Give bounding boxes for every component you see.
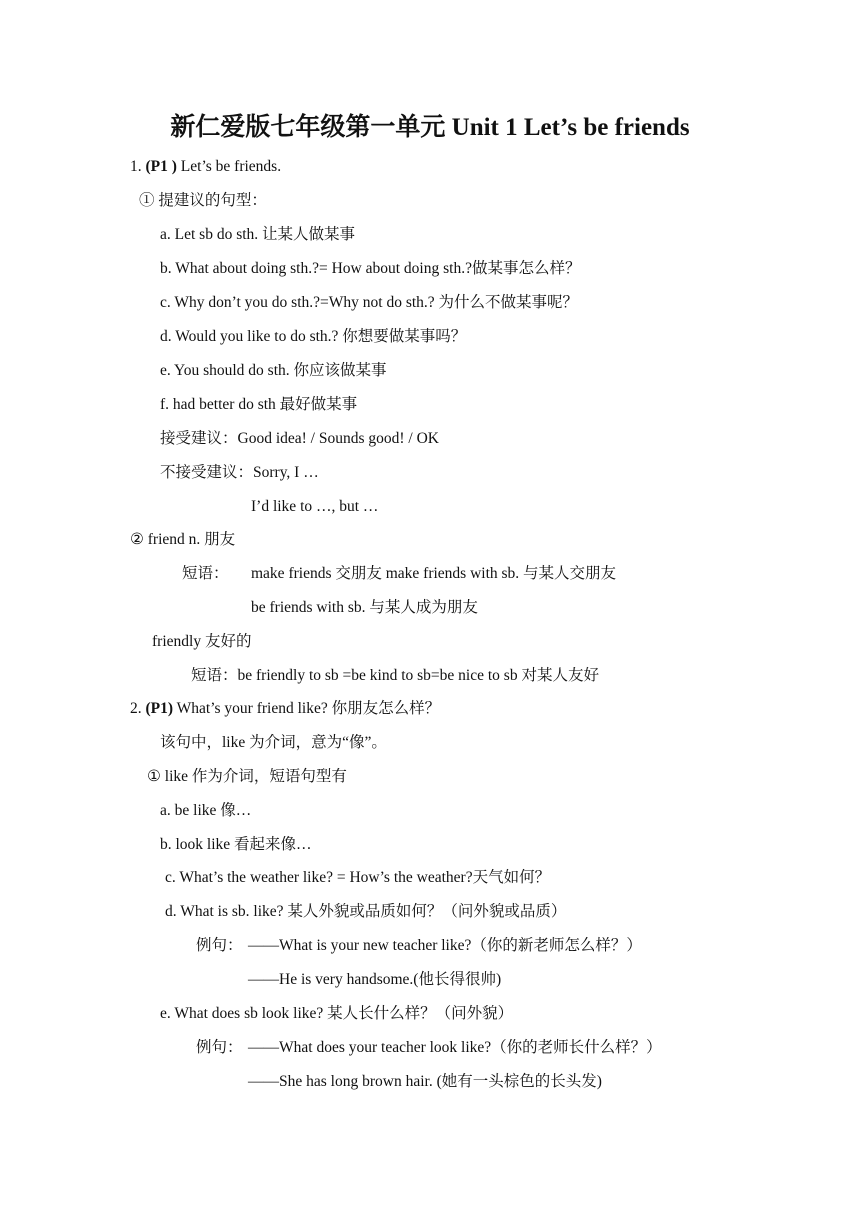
list-item-f: f. had better do sth 最好做某事: [160, 396, 358, 413]
list-item-a: a. Let sb do sth. 让某人做某事: [160, 226, 356, 243]
grammar-note: 该句中，like 为介词，意为“像”。: [160, 734, 387, 751]
phrase-2: be friends with sb. 与某人成为朋友: [251, 599, 478, 616]
example-label: 例句：: [196, 937, 243, 954]
reject-suggestion: 不接受建议：Sorry, I …: [160, 464, 319, 481]
page-ref: (P1 ): [145, 158, 177, 175]
list-item-e: e. What does sb look like? 某人长什么样？（问外貌）: [160, 1005, 514, 1022]
section-2-heading: [130, 699, 440, 719]
friendly-entry: friendly 友好的: [152, 633, 252, 650]
list-item-c: c. Why don’t you do sth.?=Why not do sth.? 为什么不做某事呢？: [160, 294, 579, 311]
list-item-d: d. What is sb. like? 某人外貌或品质如何？（问外貌或品质）: [165, 903, 567, 920]
section-text: What’s your friend like? 你朋友怎么样？: [173, 700, 441, 717]
page-ref: (P1): [145, 700, 174, 717]
example-answer: ——He is very handsome.(他长得很帅): [248, 971, 502, 988]
example-question: ——What is your new teacher like?（你的新老师怎么样？）: [248, 937, 642, 954]
accept-suggestion: 接受建议：Good idea! / Sounds good! / OK: [160, 430, 439, 447]
phrase-1: make friends 交朋友 make friends with sb. 与某人交朋友: [251, 565, 617, 582]
list-item-b: b. look like 看起来像…: [160, 836, 312, 853]
section-number: 2.: [130, 700, 146, 717]
phrase-3: 短语：be friendly to sb =be kind to sb=be nice to sb 对某人友好: [191, 667, 599, 684]
list-item-e: e. You should do sth. 你应该做某事: [160, 362, 387, 379]
list-item-d: d. Would you like to do sth.? 你想要做某事吗？: [160, 328, 467, 345]
subpoint-1: ① like 作为介词，短语句型有: [147, 768, 347, 785]
reject-suggestion-2: I’d like to …, but …: [251, 498, 379, 515]
example-question: ——What does your teacher look like?（你的老师长什么样？）: [248, 1039, 662, 1056]
subpoint-1: ① 提建议的句型：: [139, 192, 267, 209]
phrase-label: 短语：: [182, 565, 229, 582]
page-title: 新仁爱版七年级第一单元 Unit 1 Let’s be friends: [170, 114, 690, 141]
section-text: Let’s be friends.: [176, 158, 282, 175]
list-item-c: c. What’s the weather like? = How’s the weather?天气如何？: [165, 869, 551, 886]
list-item-a: a. be like 像…: [160, 802, 252, 819]
example-answer: ——She has long brown hair. (她有一头棕色的长头发): [248, 1073, 602, 1090]
section-1-heading: [130, 157, 281, 177]
subpoint-2: ② friend n. 朋友: [130, 531, 236, 548]
section-number: 1.: [130, 158, 146, 175]
example-label: 例句：: [196, 1039, 243, 1056]
list-item-b: b. What about doing sth.?= How about doing sth.?做某事怎么样？: [160, 260, 581, 277]
